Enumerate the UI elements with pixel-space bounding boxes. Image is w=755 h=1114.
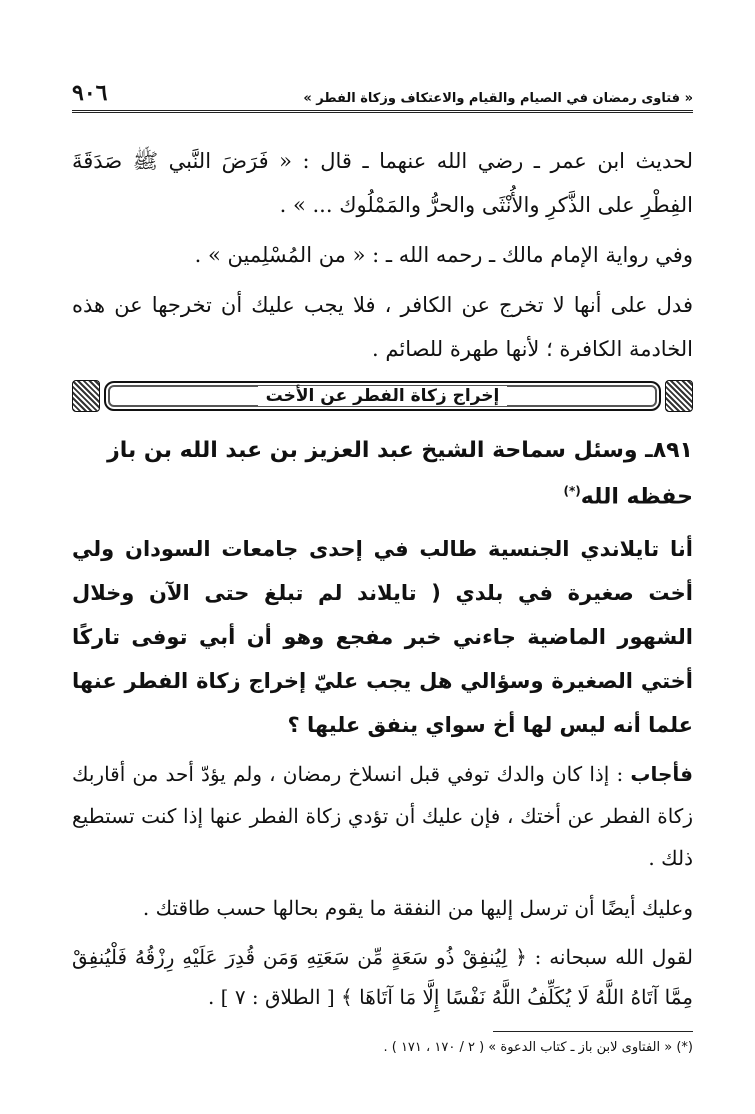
running-title: « فتاوى رمضان في الصيام والقيام والاعتكاف وزكاة الفطر » bbox=[303, 91, 693, 106]
fatwa-question: أنا تايلاندي الجنسية طالب في إحدى جامعات السودان ولي أخت صغيرة في بلدي ( تايلاند لم تبلغ حتى الآن وخلال الشهور الماضية جاءني خبر مفجع وهو أن أبي توفى تاركًا أختي الصغيرة وسؤالي هل يجب عليّ إخراج زكاة الفطر عنها علما أنه ليس لها أخ سواي ينفق عليها ؟ bbox=[72, 537, 693, 738]
section-title: إخراج زكاة الفطر عن الأخت bbox=[258, 386, 508, 406]
footnote: (*) « الفتاوى لابن باز ـ كتاب الدعوة » ( ٢ / ١٧٠ ، ١٧١ ) . bbox=[383, 1040, 693, 1056]
fatwa-heading bbox=[72, 431, 693, 517]
banner-ornament-left bbox=[72, 380, 100, 412]
page-number: ٩٠٦ bbox=[72, 80, 108, 106]
paragraph-hadith: لحديث ابن عمر ـ رضي الله عنهما ـ قال : « فَرَضَ النَّبي ﷺ صَدَقَةَ الفِطْرِ على الذَّكرِ والأُنْثَى والحرُّ والمَمْلُوك ... » . bbox=[72, 149, 693, 217]
answer-text: : إذا كان والدك توفي قبل انسلاخ رمضان ، ولم يؤدّ أحد من أقاربك زكاة الفطر عن أختك ، فإن عليك أن تؤدي زكاة الفطر عنها إذا كنت تستطيع ذلك . bbox=[72, 762, 693, 871]
banner-ornament-right bbox=[665, 380, 693, 412]
paragraph-conclusion: فدل على أنها لا تخرج عن الكافر ، فلا يجب عليك أن تخرجها عن هذه الخادمة الكافرة ؛ لأنها طهرة للصائم . bbox=[72, 293, 693, 361]
section-banner bbox=[72, 379, 693, 413]
paragraph-quran: لقول الله سبحانه : ﴿ لِيُنفِقْ ذُو سَعَةٍ مِّن سَعَتِهِ وَمَن قُدِرَ عَلَيْهِ رِزْقُهُ فَلْيُنفِقْ مِمَّا آتَاهُ اللَّهُ لَا يُكَلِّفُ اللَّهُ نَفْسًا إِلَّا مَا آتَاهَا ﴾ [ الطلاق : ٧ ] . bbox=[72, 945, 693, 1010]
footnote-marker: (*) bbox=[563, 484, 581, 498]
answer-label: فأجاب bbox=[630, 762, 693, 787]
page bbox=[72, 78, 693, 1055]
page-header bbox=[72, 78, 693, 113]
paragraph-malik: وفي رواية الإمام مالك ـ رحمه الله ـ : « من المُسْلِمين » . bbox=[194, 243, 693, 267]
footnote-divider bbox=[493, 1031, 693, 1032]
fatwa-heading-text: ٨٩١ـ وسئل سماحة الشيخ عبد العزيز بن عبد الله بن باز حفظه الله bbox=[107, 438, 693, 510]
fatwa-answer bbox=[72, 753, 693, 879]
paragraph-support: وعليك أيضًا أن ترسل إليها من النفقة ما يقوم بحالها حسب طاقتك . bbox=[142, 896, 693, 921]
